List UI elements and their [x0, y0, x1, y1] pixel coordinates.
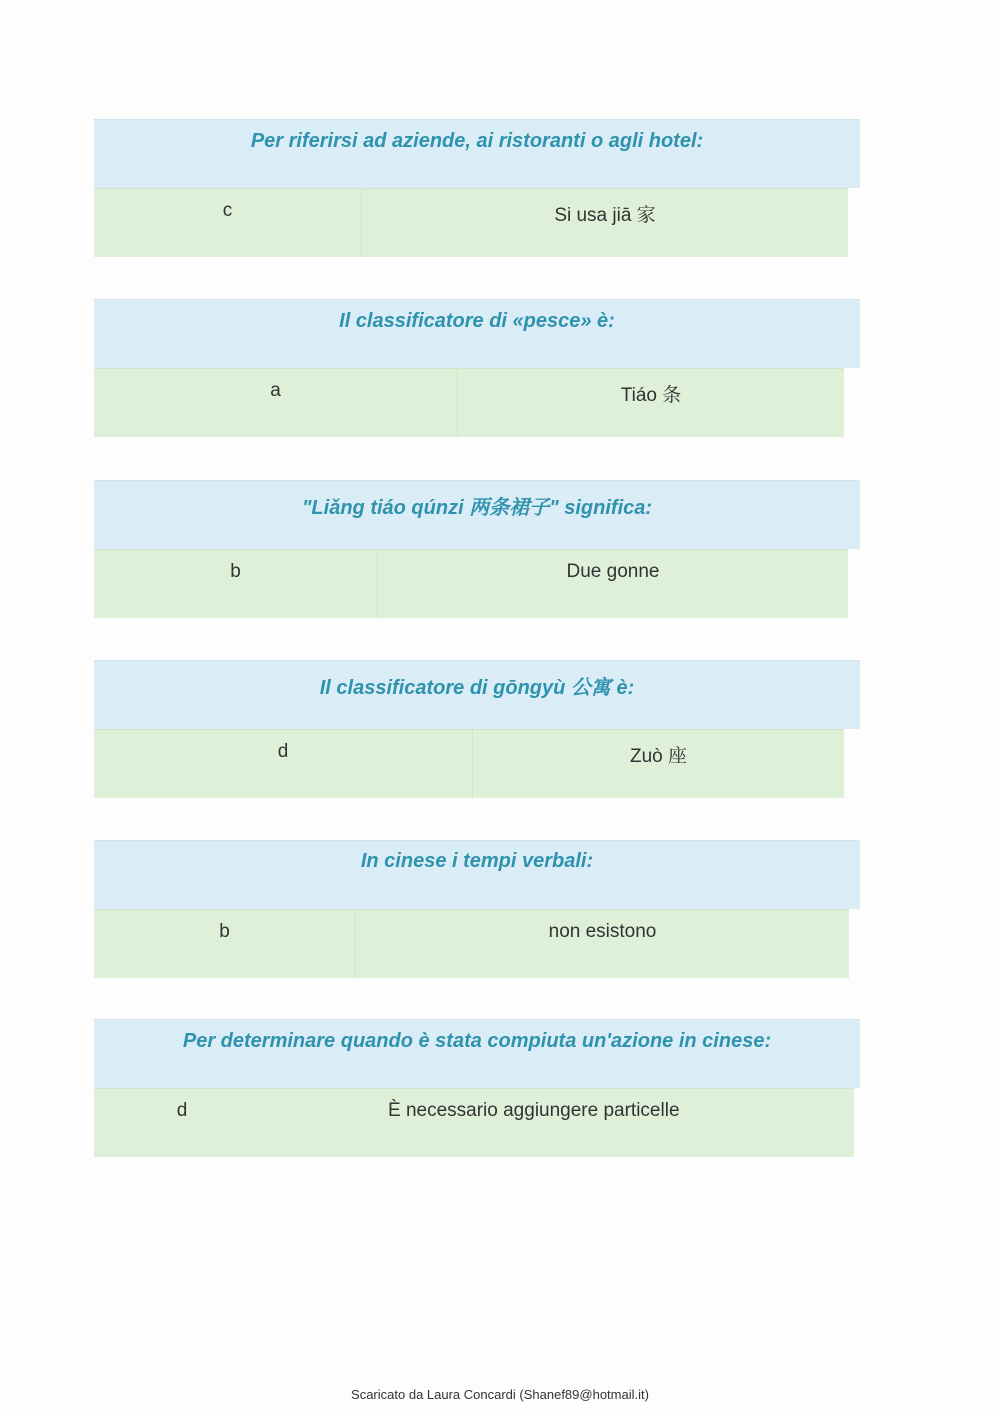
- answer-text: Due gonne: [566, 561, 660, 582]
- answer-row: [94, 909, 849, 978]
- answer-letter: b: [94, 910, 356, 978]
- answer-letter: d: [176, 1100, 188, 1121]
- question-cell: In cinese i tempi verbali:: [94, 840, 860, 909]
- quiz-card: [94, 660, 860, 798]
- quiz-card: [94, 299, 860, 437]
- quiz-card: [94, 1019, 860, 1157]
- question-cell: Per riferirsi ad aziende, ai ristoranti o agli hotel:: [94, 119, 860, 188]
- question-cell: Il classificatore di «pesce» è:: [94, 299, 860, 368]
- quiz-card: [94, 840, 860, 978]
- answer-row: [94, 368, 844, 437]
- answer-text: È necessario aggiungere particelle: [388, 1100, 680, 1121]
- download-footer: Scaricato da Laura Concardi (Shanef89@hotmail.it): [351, 1387, 649, 1402]
- answer-letter: b: [94, 550, 378, 618]
- answer-row: [94, 1088, 854, 1157]
- question-cell: Il classificatore di gōngyù 公寓 è:: [94, 660, 860, 729]
- answer-row: [94, 729, 844, 798]
- answer-text: non esistono: [548, 921, 657, 942]
- answer-text: Si usa jiā 家: [554, 205, 656, 226]
- quiz-card: [94, 480, 860, 618]
- question-cell: "Liǎng tiáo qúnzi 两条裙子" significa:: [94, 480, 860, 549]
- answer-letter: d: [94, 730, 473, 798]
- answer-row: [94, 188, 848, 257]
- answer-row: [94, 549, 848, 618]
- answer-text: Tiáo 条: [620, 385, 682, 406]
- answer-letter: c: [94, 189, 362, 257]
- question-cell: Per determinare quando è stata compiuta un'azione in cinese:: [94, 1019, 860, 1088]
- answer-text: Zuò 座: [629, 746, 688, 767]
- answer-letter: a: [94, 369, 458, 437]
- quiz-card: [94, 119, 860, 257]
